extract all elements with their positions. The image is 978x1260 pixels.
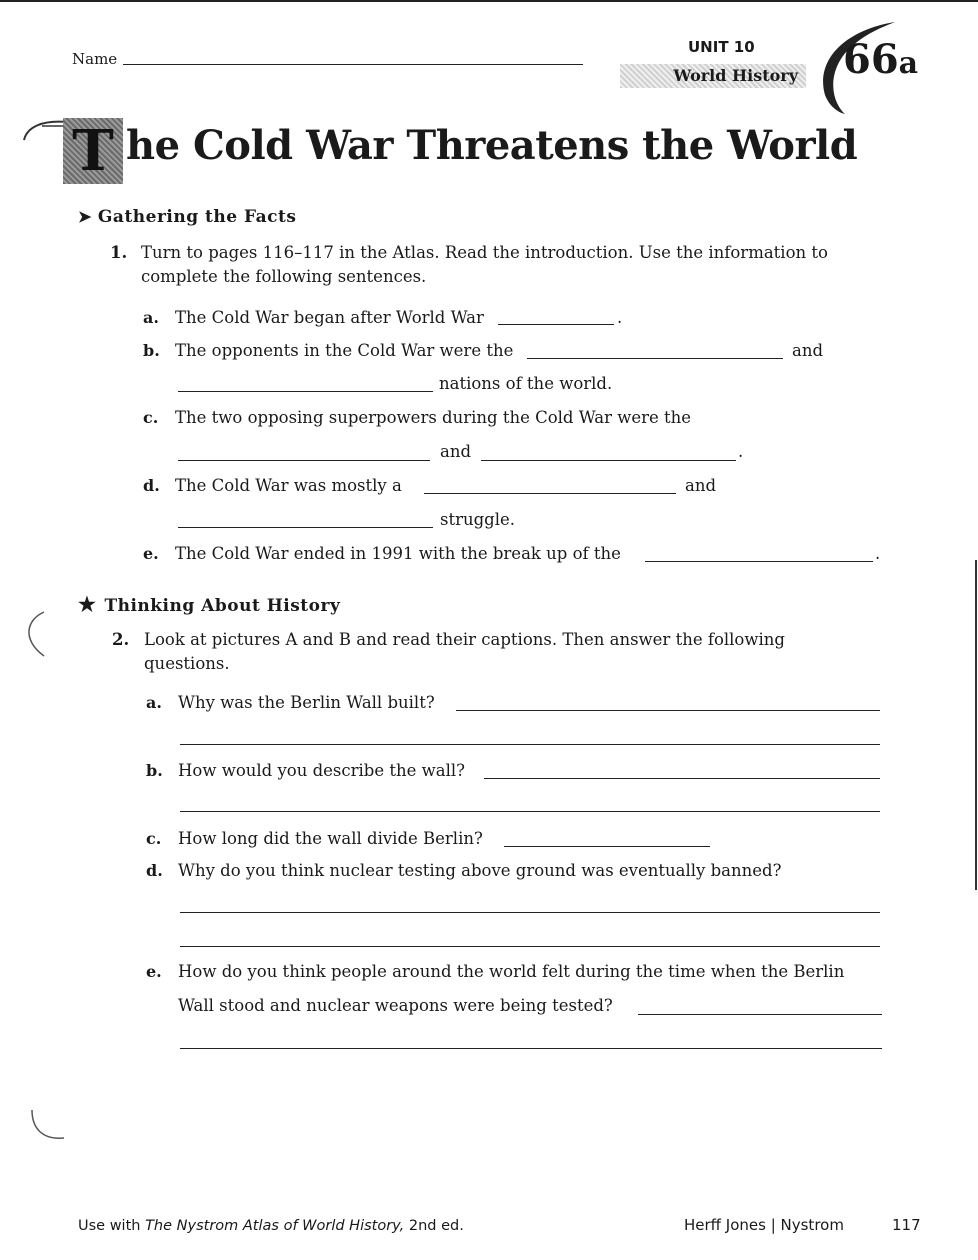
q2a-letter: a.	[146, 693, 162, 712]
q1b-letter: b.	[143, 341, 160, 360]
q2e-letter: e.	[146, 962, 162, 981]
page-title: he Cold War Threatens the World	[126, 122, 858, 169]
q1c-text: The two opposing superpowers during the Cold War were the	[175, 408, 692, 427]
q2c-answer-blank[interactable]	[504, 846, 710, 847]
q1b-and: and	[792, 341, 824, 360]
q1d-text: The Cold War was mostly a	[175, 476, 402, 495]
q2-line2: questions.	[144, 654, 230, 673]
page-code-number: 66	[843, 36, 899, 83]
q1c-letter: c.	[143, 408, 159, 427]
q2e-answer-blank-2[interactable]	[180, 1048, 882, 1049]
q1a-letter: a.	[143, 308, 159, 327]
q2a-answer-blank-1[interactable]	[456, 710, 880, 711]
top-border	[0, 0, 978, 2]
q1b-tail: nations of the world.	[439, 374, 613, 393]
q1b-text: The opponents in the Cold War were the	[175, 341, 514, 360]
footer-publisher: Herff Jones | Nystrom	[684, 1216, 844, 1234]
footer-atlas-title: The Nystrom Atlas of World History,	[145, 1218, 405, 1234]
name-field[interactable]	[123, 64, 583, 65]
q1c-answer-blank-1[interactable]	[178, 460, 430, 461]
q2c-text: How long did the wall divide Berlin?	[178, 829, 483, 848]
q2d-answer-blank-1[interactable]	[180, 912, 880, 913]
q2e-answer-blank-1[interactable]	[638, 1014, 882, 1015]
section1-heading: Gathering the Facts	[97, 207, 297, 227]
margin-curve-icon-lower	[28, 1108, 68, 1144]
name-label: Name	[72, 50, 118, 68]
q2a-answer-blank-2[interactable]	[180, 744, 880, 745]
section-gathering-facts	[78, 207, 296, 227]
page-code-suffix: a	[898, 46, 919, 81]
q2d-text: Why do you think nuclear testing above ground was eventually banned?	[178, 861, 782, 880]
q1-line1: Turn to pages 116–117 in the Atlas. Read the introduction. Use the information to	[141, 243, 828, 262]
footer-atlas-note	[78, 1218, 464, 1234]
q1c-tail: .	[738, 442, 744, 461]
q2b-answer-blank-2[interactable]	[180, 811, 880, 812]
q1a-answer-blank[interactable]	[498, 324, 614, 325]
q2b-answer-blank-1[interactable]	[484, 778, 880, 779]
q2b-text: How would you describe the wall?	[178, 761, 465, 780]
q1b-answer-blank-1[interactable]	[527, 358, 783, 359]
q1b-answer-blank-2[interactable]	[178, 391, 433, 392]
q2a-text: Why was the Berlin Wall built?	[178, 693, 435, 712]
q2c-letter: c.	[146, 829, 162, 848]
q1d-letter: d.	[143, 476, 160, 495]
q1e-tail: .	[875, 544, 881, 563]
q1e-answer-blank[interactable]	[645, 561, 873, 562]
unit-label: UNIT 10	[688, 38, 755, 56]
q1a-tail: .	[617, 308, 623, 327]
q2b-letter: b.	[146, 761, 163, 780]
arrow-bullet-icon: ➤	[78, 207, 92, 226]
q2d-answer-blank-2[interactable]	[180, 946, 880, 947]
section-thinking-history	[78, 592, 340, 616]
right-edge-mark	[975, 560, 977, 890]
q1d-answer-blank-1[interactable]	[424, 493, 676, 494]
q1e-text: The Cold War ended in 1991 with the break up of the	[175, 544, 621, 563]
star-bullet-icon: ★	[78, 592, 97, 616]
q1a-text: The Cold War began after World War	[175, 308, 484, 327]
page-code	[843, 36, 919, 83]
q2-line1: Look at pictures A and B and read their captions. Then answer the following	[144, 630, 785, 649]
q1d-and: and	[685, 476, 717, 495]
margin-curve-icon	[18, 610, 48, 658]
footer-edition: 2nd ed.	[404, 1218, 464, 1234]
q1-number: 1.	[110, 243, 128, 262]
q1d-answer-blank-2[interactable]	[178, 527, 433, 528]
q2e-line2: Wall stood and nuclear weapons were being tested?	[178, 996, 613, 1015]
q1-line2: complete the following sentences.	[141, 267, 427, 286]
q1c-and: and	[440, 442, 472, 461]
q2d-letter: d.	[146, 861, 163, 880]
q1e-letter: e.	[143, 544, 159, 563]
q1d-tail: struggle.	[440, 510, 516, 529]
footer-prefix: Use with	[78, 1218, 146, 1234]
title-dropcap: T	[63, 118, 123, 184]
section2-heading: Thinking About History	[104, 596, 341, 616]
subject-badge: World History	[620, 64, 806, 88]
page-number: 117	[892, 1216, 921, 1234]
q1c-answer-blank-2[interactable]	[481, 460, 736, 461]
q2e-line1: How do you think people around the world felt during the time when the Berlin	[178, 962, 845, 981]
q2-number: 2.	[112, 630, 130, 649]
